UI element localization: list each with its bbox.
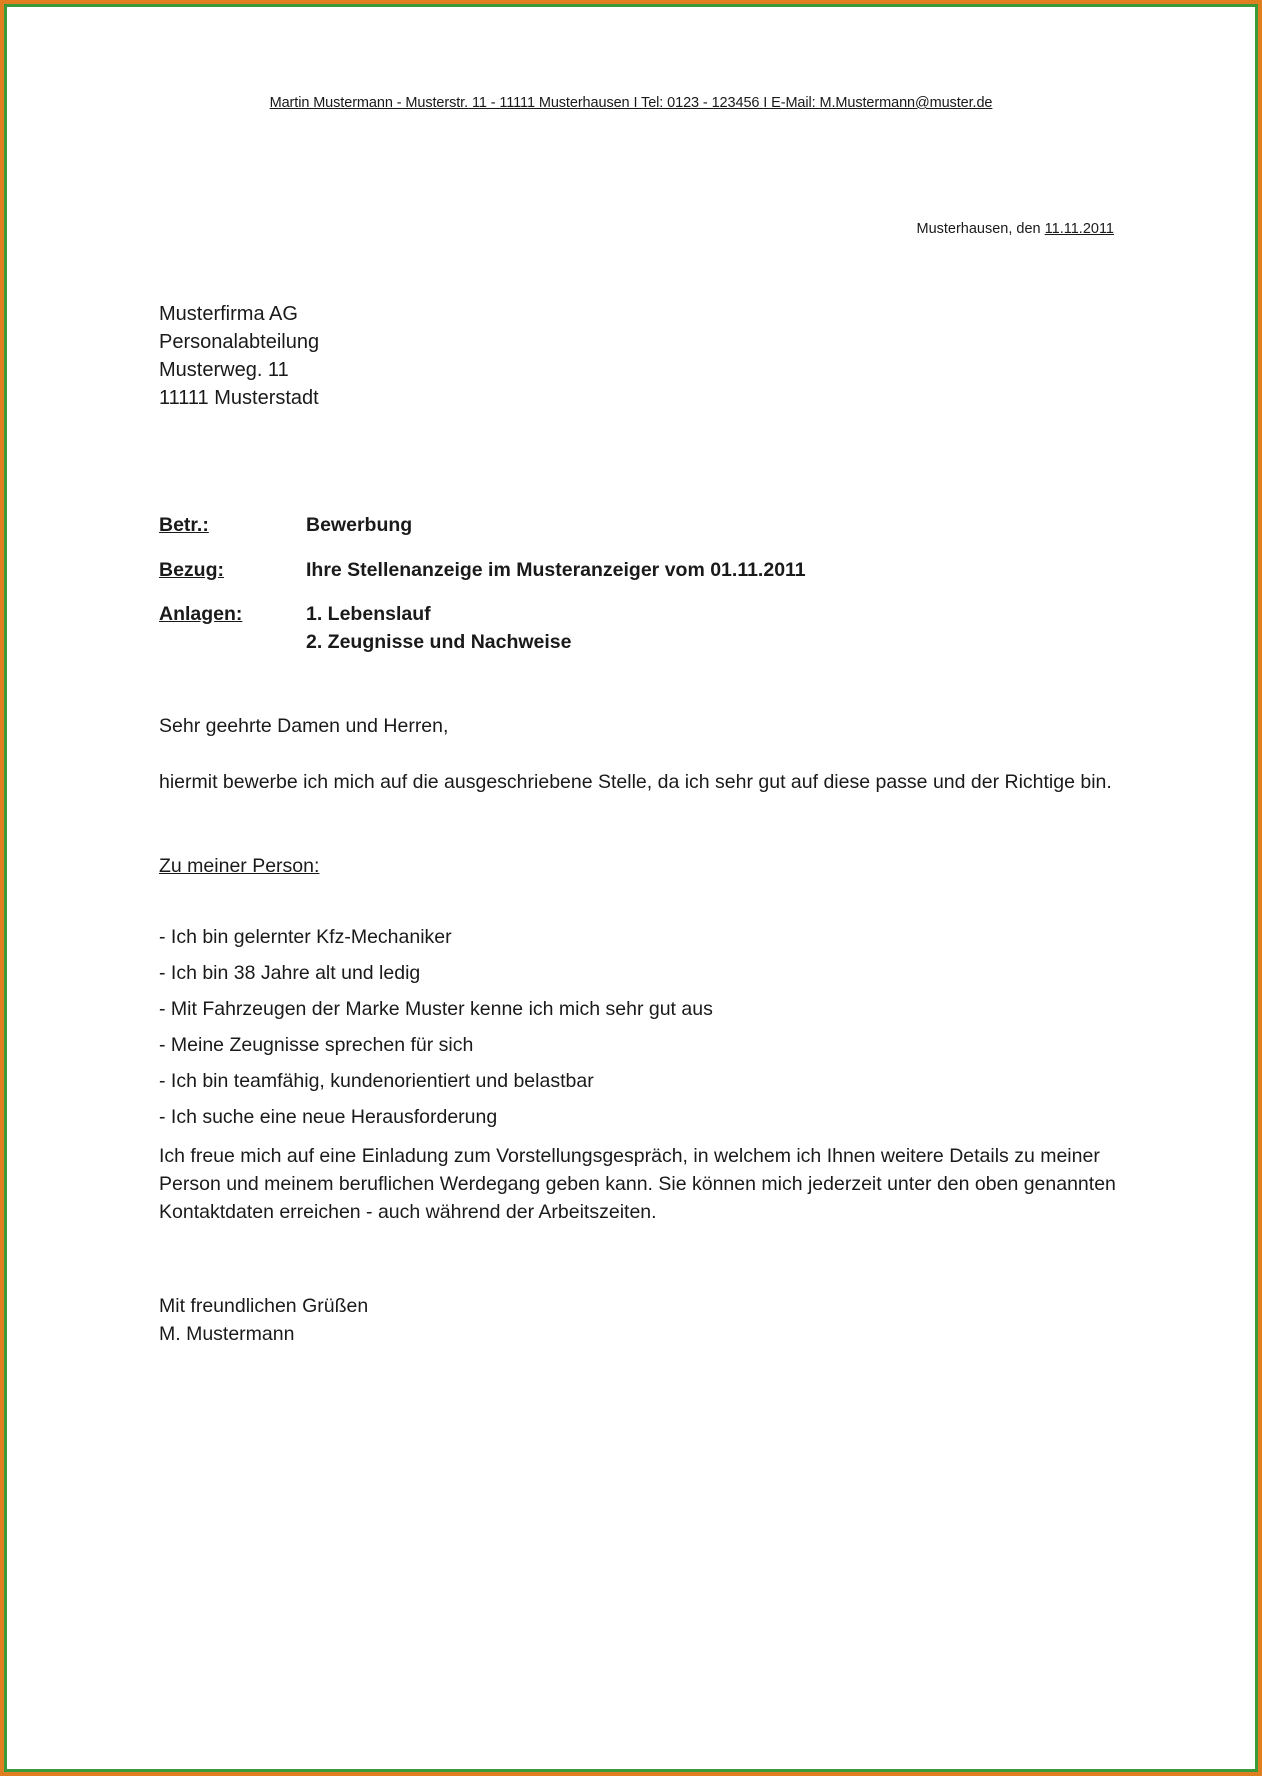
list-item: - Meine Zeugnisse sprechen für sich bbox=[159, 1034, 474, 1056]
sender-line: Martin Mustermann - Musterstr. 11 - 11111 Musterhausen I Tel: 0123 - 123456 I E-Mail: M.Mustermann@muster.de bbox=[269, 95, 993, 111]
subject-label: Betr.: bbox=[159, 514, 209, 536]
salutation: Sehr geehrte Damen und Herren, bbox=[159, 715, 449, 737]
list-item: - Ich bin 38 Jahre alt und ledig bbox=[159, 962, 421, 984]
letter-page bbox=[12, 12, 1250, 1764]
list-item: - Ich bin gelernter Kfz-Mechaniker bbox=[159, 926, 452, 948]
recipient-city: 11111 Musterstadt bbox=[159, 387, 319, 409]
date-value: 11.11.2011 bbox=[1044, 221, 1114, 237]
date-line bbox=[892, 221, 1114, 237]
attachments-label: Anlagen: bbox=[159, 603, 243, 625]
recipient-company: Musterfirma AG bbox=[159, 303, 298, 325]
list-item: - Mit Fahrzeugen der Marke Muster kenne ich mich sehr gut aus bbox=[159, 998, 713, 1020]
recipient-street: Musterweg. 11 bbox=[159, 359, 289, 381]
attachment-item: 2. Zeugnisse und Nachweise bbox=[306, 631, 572, 653]
list-item: - Ich bin teamfähig, kundenorientiert und belastbar bbox=[159, 1070, 594, 1092]
person-list bbox=[159, 919, 713, 1135]
signoff-greeting: Mit freundlichen Grüßen bbox=[159, 1295, 369, 1317]
list-item: - Ich suche eine neue Herausforderung bbox=[159, 1106, 498, 1128]
intro-paragraph: hiermit bewerbe ich mich auf die ausgeschriebene Stelle, da ich sehr gut auf diese passe und der Richtige bin. bbox=[159, 771, 1112, 793]
attachment-item: 1. Lebenslauf bbox=[306, 603, 431, 625]
reference-label: Bezug: bbox=[159, 559, 224, 581]
signoff-name: M. Mustermann bbox=[159, 1323, 295, 1345]
person-heading: Zu meiner Person: bbox=[159, 855, 320, 877]
subject-value: Bewerbung bbox=[306, 514, 413, 536]
reference-value: Ihre Stellenanzeige im Musteranzeiger vom 01.11.2011 bbox=[306, 559, 806, 581]
closing-paragraph: Ich freue mich auf eine Einladung zum Vorstellungsgespräch, in welchem ich Ihnen weitere Details zu meiner Person und meinem beruflichen Werdegang geben kann. Sie können mich jederzeit unter den oben genannten Kontaktdaten erreichen - auch während der Arbeitszeiten. bbox=[159, 1145, 1116, 1223]
date-prefix: Musterhausen, den bbox=[916, 221, 1045, 237]
recipient-department: Personalabteilung bbox=[159, 331, 320, 353]
recipient-address bbox=[159, 300, 319, 412]
